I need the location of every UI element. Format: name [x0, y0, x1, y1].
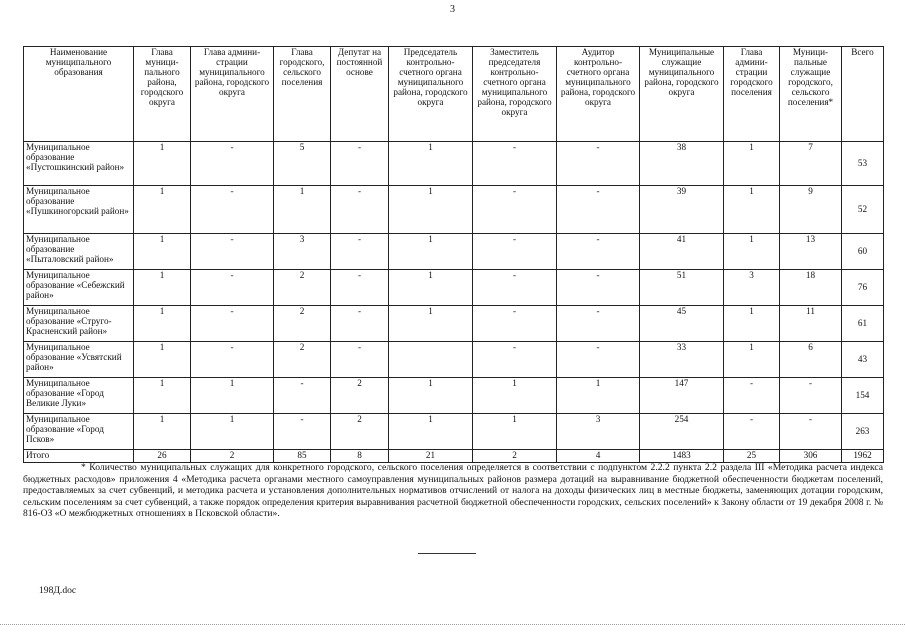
- count-cell: -: [557, 142, 640, 186]
- count-cell: -: [473, 342, 557, 378]
- count-cell: 1: [557, 378, 640, 414]
- count-cell: -: [331, 142, 389, 186]
- count-cell: -: [473, 270, 557, 306]
- scan-edge-line: [0, 624, 905, 625]
- count-cell: 3: [557, 414, 640, 450]
- header-cell: Аудитор контрольно-счетного органа муниципального района, городского округа: [557, 47, 640, 142]
- count-cell: [389, 342, 473, 378]
- row-total-cell: 76: [842, 270, 884, 306]
- count-cell: 1: [473, 414, 557, 450]
- count-cell: 18: [780, 270, 842, 306]
- count-cell: -: [473, 142, 557, 186]
- separator-line: [418, 553, 476, 554]
- count-cell: 1: [134, 306, 191, 342]
- count-cell: -: [191, 342, 274, 378]
- row-total-cell: 1962: [842, 450, 884, 463]
- count-cell: -: [724, 414, 780, 450]
- count-cell: 1: [389, 270, 473, 306]
- total-row: [24, 450, 884, 463]
- count-cell: 41: [640, 234, 724, 270]
- table-row: [24, 306, 884, 342]
- count-cell: 306: [780, 450, 842, 463]
- count-cell: 1: [724, 342, 780, 378]
- municipality-name: Муниципальное образование «Пыталовский район»: [24, 234, 134, 270]
- municipality-name: Муниципальное образование «Город Великие Луки»: [24, 378, 134, 414]
- row-total-cell: 61: [842, 306, 884, 342]
- header-cell: Заместитель председателя контрольно-счетного органа муниципального района, городского округа: [473, 47, 557, 142]
- table-row: [24, 270, 884, 306]
- header-cell: Председатель контрольно-счетного органа муниципального района, городского округа: [389, 47, 473, 142]
- count-cell: 25: [724, 450, 780, 463]
- header-cell: Всего: [842, 47, 884, 142]
- count-cell: 1: [134, 186, 191, 234]
- count-cell: 21: [389, 450, 473, 463]
- municipality-name: Муниципальное образование «Город Псков»: [24, 414, 134, 450]
- table-body: [24, 142, 884, 463]
- count-cell: 1: [389, 234, 473, 270]
- row-total-cell: 53: [842, 142, 884, 186]
- count-cell: 1: [274, 186, 331, 234]
- count-cell: 2: [331, 378, 389, 414]
- row-total-cell: 52: [842, 186, 884, 234]
- count-cell: 38: [640, 142, 724, 186]
- count-cell: 1: [389, 142, 473, 186]
- count-cell: -: [557, 342, 640, 378]
- count-cell: 33: [640, 342, 724, 378]
- table-row: [24, 142, 884, 186]
- count-cell: 1: [724, 142, 780, 186]
- count-cell: 1: [191, 414, 274, 450]
- count-cell: 1: [389, 378, 473, 414]
- count-cell: 147: [640, 378, 724, 414]
- count-cell: 1: [134, 342, 191, 378]
- count-cell: 1483: [640, 450, 724, 463]
- municipality-name: Муниципальное образование «Струго-Красненский район»: [24, 306, 134, 342]
- staff-table: [23, 46, 884, 463]
- header-cell: Глава муници-пального района, городского округа: [134, 47, 191, 142]
- count-cell: 85: [274, 450, 331, 463]
- header-cell: Муниципальные служащие муниципального района, городского округа: [640, 47, 724, 142]
- count-cell: 1: [134, 270, 191, 306]
- total-label: Итого: [24, 450, 134, 463]
- count-cell: -: [331, 234, 389, 270]
- table-row: [24, 414, 884, 450]
- count-cell: 26: [134, 450, 191, 463]
- count-cell: 8: [331, 450, 389, 463]
- count-cell: -: [473, 306, 557, 342]
- count-cell: -: [331, 270, 389, 306]
- count-cell: 1: [134, 142, 191, 186]
- count-cell: -: [724, 378, 780, 414]
- row-total-cell: 60: [842, 234, 884, 270]
- count-cell: -: [780, 414, 842, 450]
- count-cell: -: [331, 306, 389, 342]
- header-cell: Депутат на постоянной основе: [331, 47, 389, 142]
- municipality-name: Муниципальное образование «Пушкиногорский район»: [24, 186, 134, 234]
- count-cell: -: [473, 186, 557, 234]
- count-cell: 9: [780, 186, 842, 234]
- count-cell: 2: [274, 342, 331, 378]
- count-cell: -: [557, 306, 640, 342]
- count-cell: -: [780, 378, 842, 414]
- count-cell: 51: [640, 270, 724, 306]
- count-cell: 254: [640, 414, 724, 450]
- municipality-name: Муниципальное образование «Усвятский район»: [24, 342, 134, 378]
- table-row: [24, 342, 884, 378]
- count-cell: 1: [389, 306, 473, 342]
- table-row: [24, 378, 884, 414]
- count-cell: 3: [274, 234, 331, 270]
- count-cell: 39: [640, 186, 724, 234]
- count-cell: 13: [780, 234, 842, 270]
- count-cell: -: [191, 306, 274, 342]
- count-cell: 1: [134, 414, 191, 450]
- count-cell: 45: [640, 306, 724, 342]
- count-cell: 2: [274, 270, 331, 306]
- count-cell: 2: [274, 306, 331, 342]
- count-cell: 5: [274, 142, 331, 186]
- header-cell: Глава админи-страции муниципального района, городского округа: [191, 47, 274, 142]
- count-cell: -: [557, 234, 640, 270]
- count-cell: -: [191, 234, 274, 270]
- row-total-cell: 154: [842, 378, 884, 414]
- header-cell: Глава городского, сельского поселения: [274, 47, 331, 142]
- count-cell: 2: [331, 414, 389, 450]
- row-total-cell: 43: [842, 342, 884, 378]
- municipality-name: Муниципальное образование «Себежский район»: [24, 270, 134, 306]
- header-row: [24, 47, 884, 142]
- page-number: 3: [450, 4, 455, 15]
- municipality-name: Муниципальное образование «Пустошкинский район»: [24, 142, 134, 186]
- document-filename: 198Д.doc: [39, 585, 77, 596]
- header-cell: Глава админи-страции городского поселения: [724, 47, 780, 142]
- header-cell: Муници-пальные служащие городского, сельского поселения*: [780, 47, 842, 142]
- count-cell: 1: [134, 378, 191, 414]
- count-cell: -: [331, 186, 389, 234]
- count-cell: 11: [780, 306, 842, 342]
- count-cell: -: [331, 342, 389, 378]
- count-cell: 1: [473, 378, 557, 414]
- count-cell: -: [557, 270, 640, 306]
- table-row: [24, 186, 884, 234]
- count-cell: 1: [389, 414, 473, 450]
- count-cell: -: [274, 414, 331, 450]
- count-cell: -: [191, 142, 274, 186]
- count-cell: -: [557, 186, 640, 234]
- count-cell: 7: [780, 142, 842, 186]
- count-cell: 1: [724, 234, 780, 270]
- count-cell: 3: [724, 270, 780, 306]
- count-cell: 1: [191, 378, 274, 414]
- row-total-cell: 263: [842, 414, 884, 450]
- count-cell: 1: [724, 306, 780, 342]
- count-cell: 1: [724, 186, 780, 234]
- count-cell: 4: [557, 450, 640, 463]
- count-cell: 2: [473, 450, 557, 463]
- header-cell: Наименование муниципального образования: [24, 47, 134, 142]
- footnote: * Количество муниципальных служащих для конкретного городского, сельского поселения определяется в соответствии с подпунктом 2.2.2 пункта 2.2 раздела III «Методика расчета индекса бюджетных расходов» приложения 4 «Методика расчета органами местного самоуправления муниципальных районов размера дотаций на выравнивание бюджетной обеспеченности бюджетам поселений, предоставляемых за счет субвенций, и методика расчета и установления дополнительных нормативов отчислений от налога на доходы физических лиц в местные бюджеты, заменяющих дотации городским, сельским поселениям за счет субвенций, а также порядок определения критерия выравнивания расчетной бюджетной обеспеченности городских, сельских поселений» к Закону области от 19 декабря 2008 г. № 816-ОЗ «О межбюджетных отношениях в Псковской области».: [23, 462, 883, 519]
- count-cell: -: [274, 378, 331, 414]
- count-cell: -: [473, 234, 557, 270]
- count-cell: 1: [134, 234, 191, 270]
- count-cell: -: [191, 270, 274, 306]
- count-cell: 1: [389, 186, 473, 234]
- count-cell: 6: [780, 342, 842, 378]
- count-cell: 2: [191, 450, 274, 463]
- table-row: [24, 234, 884, 270]
- count-cell: -: [191, 186, 274, 234]
